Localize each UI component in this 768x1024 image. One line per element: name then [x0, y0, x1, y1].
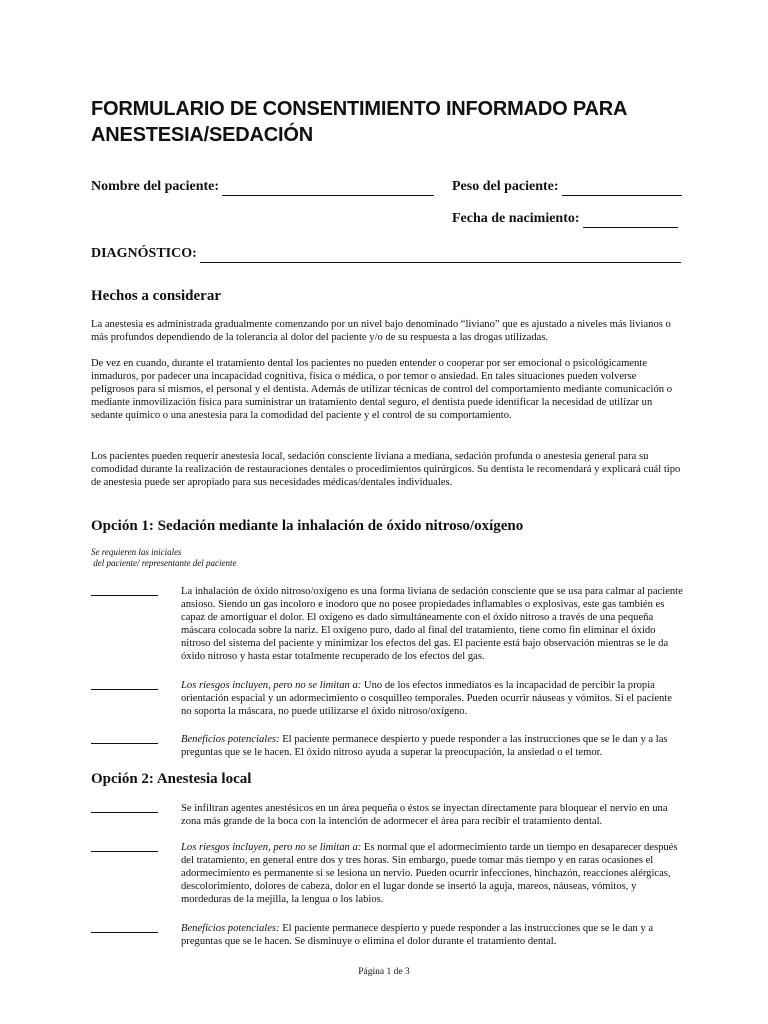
- option1-item-benefits: [91, 733, 683, 759]
- patient-name-row: [91, 178, 434, 196]
- initials-field[interactable]: [91, 922, 158, 933]
- option2-heading: Opción 2: Anestesia local: [91, 771, 252, 787]
- risks-label: Los riesgos incluyen, pero no se limitan a:: [181, 842, 362, 853]
- birth-date-field[interactable]: [583, 214, 678, 228]
- option2-item-benefits: [91, 922, 683, 948]
- initials-note: Se requieren las iniciales del paciente/ representante del paciente: [91, 547, 237, 568]
- patient-weight-field[interactable]: [562, 182, 682, 196]
- initials-field[interactable]: [91, 679, 158, 690]
- page-number: Página 1 de 3: [358, 967, 410, 977]
- risks-label: Los riesgos incluyen, pero no se limitan a:: [181, 680, 362, 691]
- initials-field[interactable]: [91, 585, 158, 596]
- option2-item-risks: [91, 841, 683, 906]
- diagnosis-row: [91, 245, 681, 263]
- initials-field[interactable]: [91, 733, 158, 744]
- item-text: Se infiltran agentes anestésicos en un área pequeña o éstos se inyectan directamente para bloquear el nervio en una zona más grande de la boca con la intención de adormecer el área para recibir el tratamiento dental.: [181, 803, 668, 827]
- birth-date-label: Fecha de nacimiento:: [452, 211, 580, 226]
- option2-item-description: [91, 802, 683, 828]
- item-text: Beneficios potenciales: El paciente permanece despierto y puede responder a las instrucciones que se le dan y a preguntas que se le hacen. Se disminuye o elimina el dolor durante el tratamiento dental.: [181, 923, 654, 947]
- patient-weight-label: Peso del paciente:: [452, 179, 559, 194]
- benefits-label: Beneficios potenciales:: [181, 734, 280, 745]
- patient-weight-row: [452, 178, 682, 196]
- birth-date-row: [452, 210, 678, 228]
- option1-item-risks: [91, 679, 683, 718]
- initials-field[interactable]: [91, 841, 158, 852]
- patient-name-label: Nombre del paciente:: [91, 179, 220, 194]
- diagnosis-field[interactable]: [200, 249, 681, 263]
- item-text: Beneficios potenciales: El paciente permanece despierto y puede responder a las instrucciones que se le dan y a las preguntas que se le hacen. El óxido nitroso ayuda a superar la preocupación, la ansiedad o el temor.: [181, 734, 668, 758]
- patient-name-field[interactable]: [222, 182, 434, 196]
- diagnosis-label: DIAGNÓSTICO:: [91, 246, 197, 261]
- facts-paragraph-1: La anestesia es administrada gradualmente comenzando por un nivel bajo denominado “liviano” que es ajustado a niveles más livianos o más profundos dependiendo de la tolerancia al dolor del paciente y/o de su respuesta a las drogas utilizadas.: [91, 319, 671, 343]
- form-title: FORMULARIO DE CONSENTIMIENTO INFORMADO PARA ANESTESIA/SEDACIÓN: [91, 98, 627, 146]
- item-text: Los riesgos incluyen, pero no se limitan a: Uno de los efectos inmediatos es la incapacidad de percibir la propia orientación espacial y un adormecimiento o cosquilleo temporales. Pueden ocurrir náuseas y vómitos. Si el paciente no soporta la máscara, no puede utilizarse el óxido nitroso/oxígeno.: [181, 680, 672, 717]
- facts-heading: Hechos a considerar: [91, 288, 221, 304]
- benefits-label: Beneficios potenciales:: [181, 923, 280, 934]
- item-text: La inhalación de óxido nitroso/oxígeno es una forma liviana de sedación consciente que se usa para calmar al paciente ansioso. Siendo un gas incoloro e inodoro que no posee propiedades inflamables o explosivas, este gas también es capaz de amortiguar el dolor. El oxígeno es dado simultáneamente con el óxido nitroso a través de una pequeña máscara colocada sobre la nariz. El oxígeno puro, dado al final del tratamiento, tiene como fin eliminar el óxido nitroso del sistema del paciente y minimizar los efectos del gas. El paciente está bajo observación mientras se le da óxido nitroso y hasta estar totalmente recuperado de los efectos del gas.: [181, 586, 683, 662]
- facts-paragraph-2: De vez en cuando, durante el tratamiento dental los pacientes no pueden entender o cooperar por ser emocional o psicológicamente inmaduros, por padecer una incapacidad cognitiva, física o médica, o por temor o ansiedad. En tales situaciones pueden volverse peligrosos para sí mismos, el personal y el dentista. Además de utilizar técnicas de control del comportamiento mediante comunicación o mediante inmovilización física para suministrar un tratamiento dental seguro, el dentista puede identificar la necesidad de utilizar un sedante químico o una anestesia para la comodidad del paciente y el control de su comportamiento.: [91, 358, 673, 421]
- option1-item-description: [91, 585, 683, 663]
- item-text: Los riesgos incluyen, pero no se limitan a: Es normal que el adormecimiento tarde un tiempo en desaparecer después del tratamiento, en general entre dos y tres horas. Sin embargo, puede tomar más tiempo y en raras ocasiones el adormecimiento es permanente si se lesiona un nervio. Pueden ocurrir infecciones, hinchazón, reacciones alérgicas, descolorimiento, dolores de cabeza, dolor en el lugar donde se insertó la aguja, mareos, náuseas, vómitos, y mordeduras de la mejilla, la lengua o los labios.: [181, 842, 678, 905]
- option1-heading: Opción 1: Sedación mediante la inhalación de óxido nitroso/oxígeno: [91, 518, 524, 534]
- facts-paragraph-3: Los pacientes pueden requerir anestesia local, sedación consciente liviana a mediana, sedación profunda o anestesia general para su comodidad durante la realización de restauraciones dentales o procedimientos quirúrgicos. Su dentista le recomendará y explicará cuál tipo de anestesia puede ser apropiado para sus necesidades médicas/dentales individuales.: [91, 451, 681, 488]
- initials-field[interactable]: [91, 802, 158, 813]
